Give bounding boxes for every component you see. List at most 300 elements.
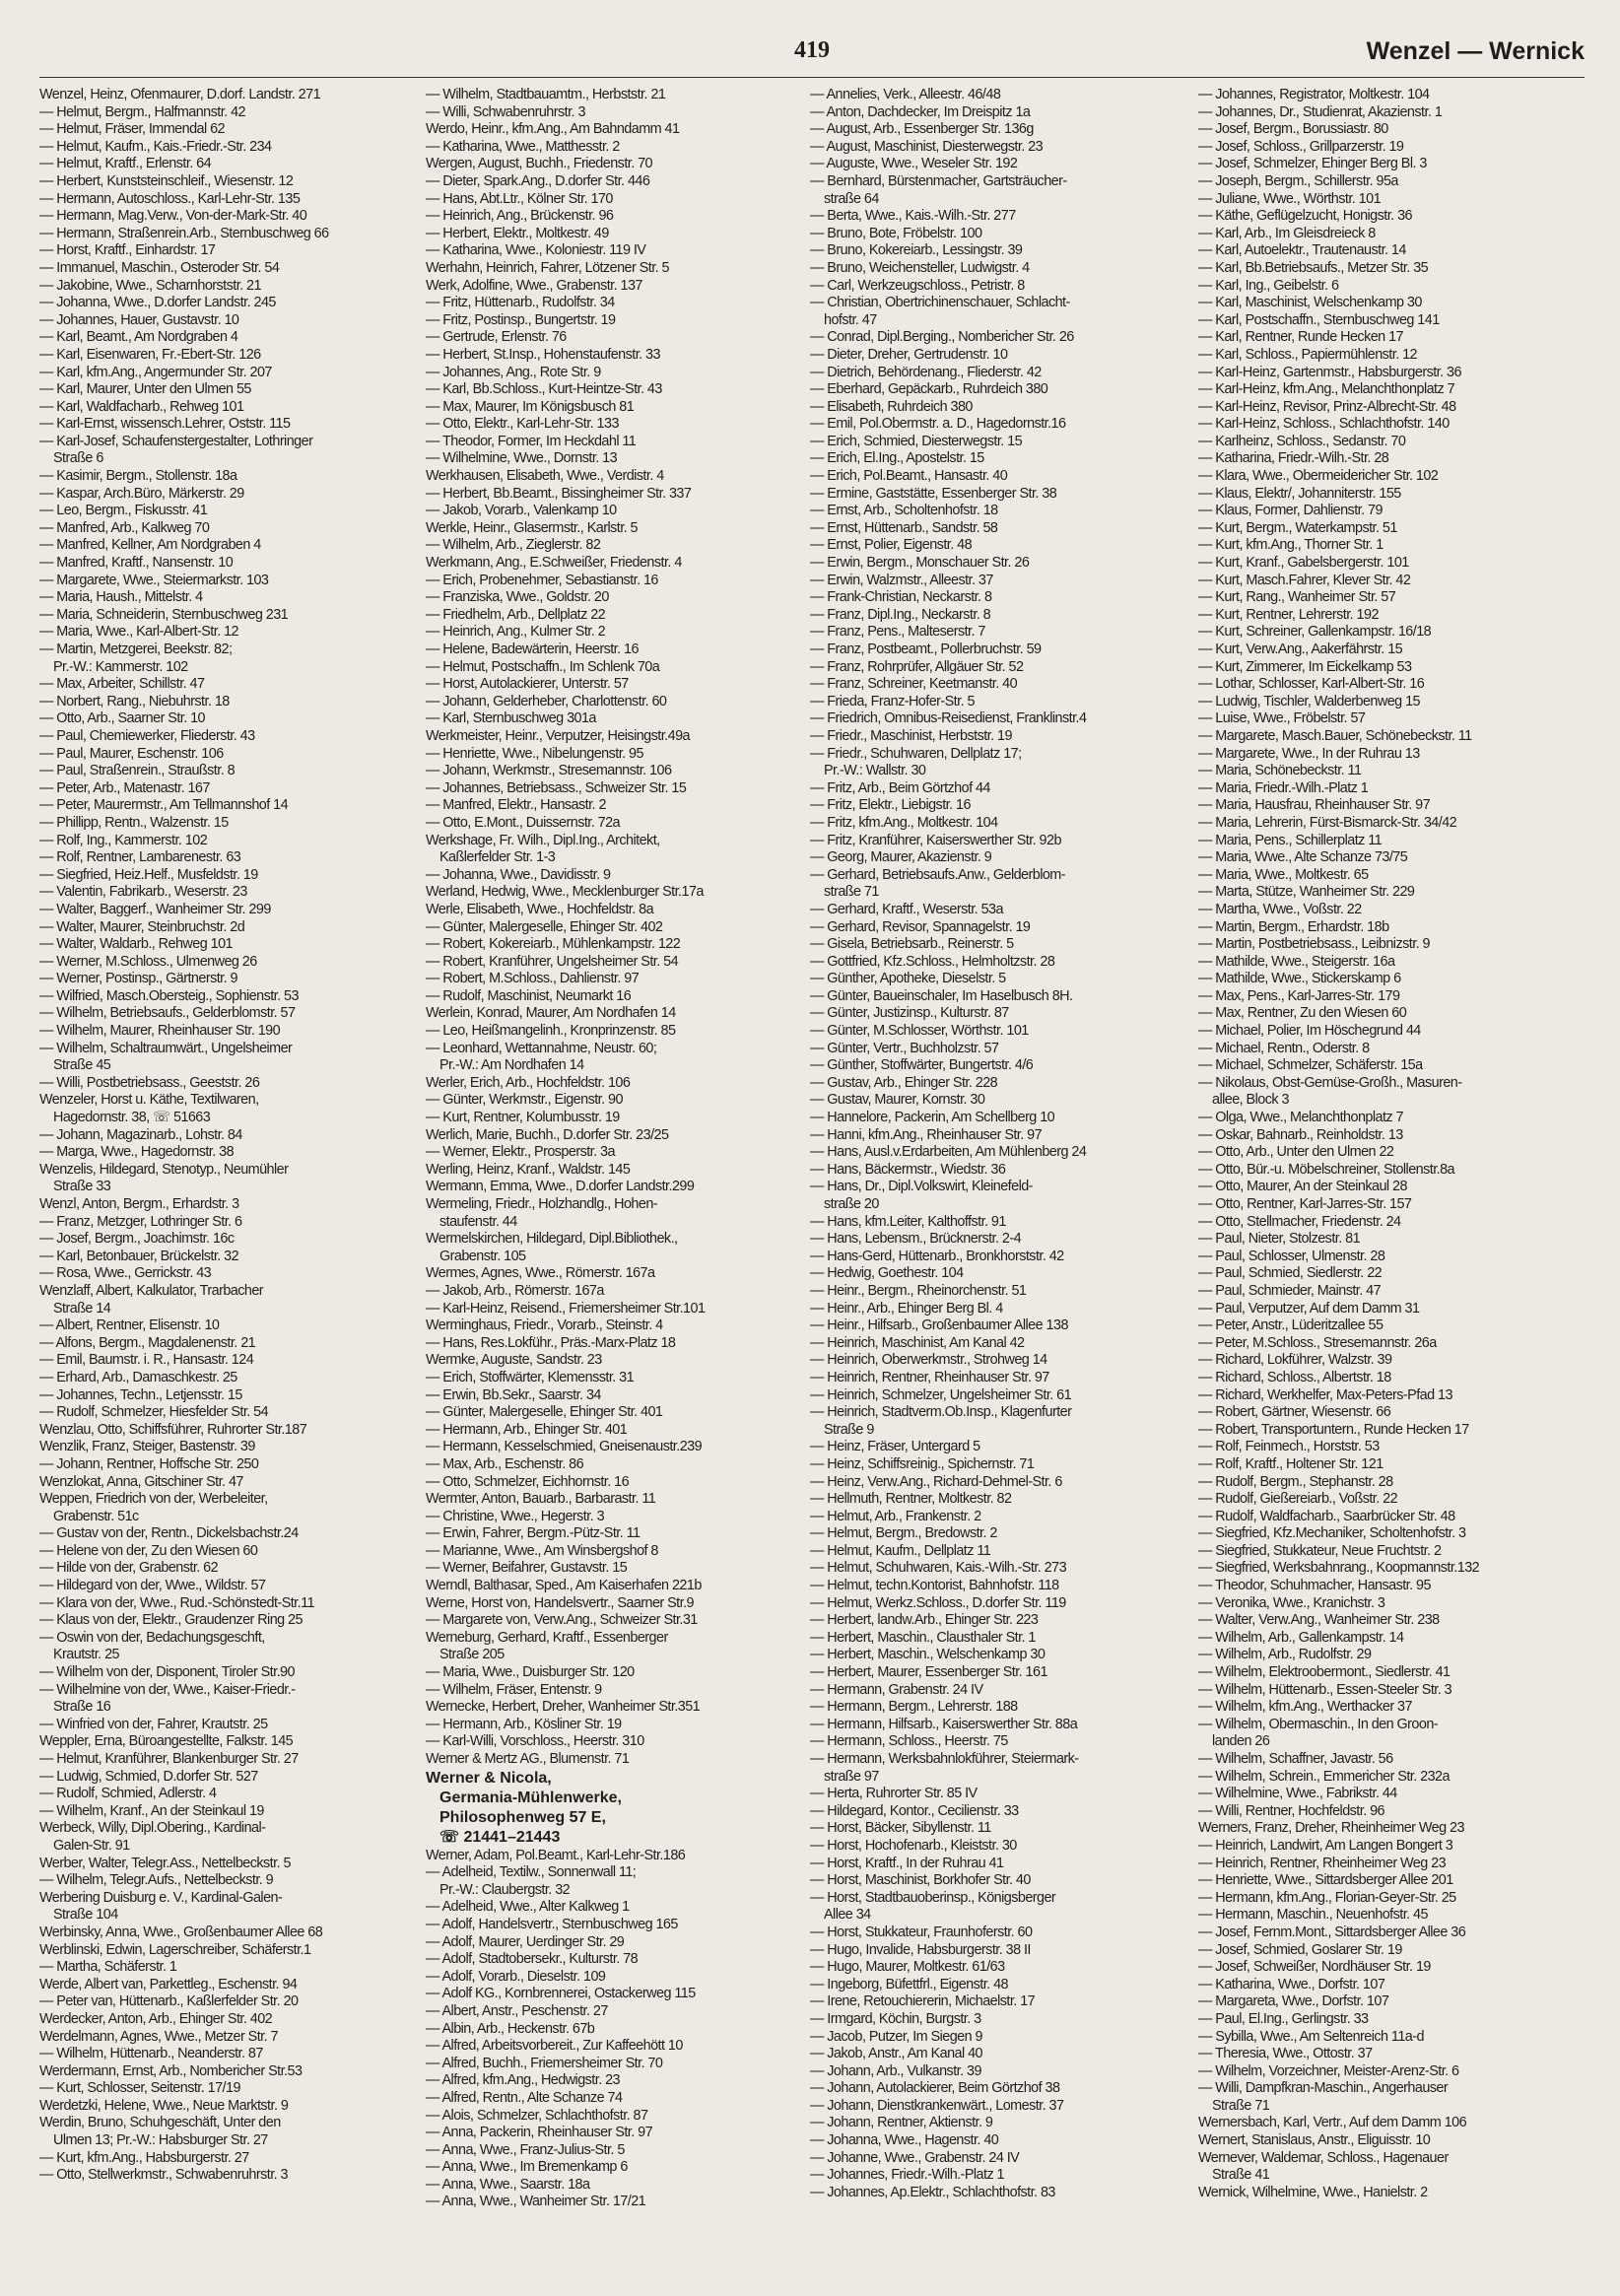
directory-entry: — Karl, Waldfacharb., Rehweg 101 <box>39 398 244 415</box>
directory-entry: — Sybilla, Wwe., Am Seltenreich 11a-d <box>1198 2028 1424 2045</box>
directory-entry: — Herbert, Elektr., Moltkestr. 49 <box>426 225 609 241</box>
directory-entry: — Käthe, Geflügelzucht, Honigstr. 36 <box>1198 208 1412 225</box>
directory-entry: — Bruno, Weichensteller, Ludwigstr. 4 <box>810 259 1030 276</box>
directory-entry: — Max, Arbeiter, Schillstr. 47 <box>39 676 205 693</box>
directory-entry: — Kasimir, Bergm., Stollenstr. 18a <box>39 468 237 485</box>
directory-entry: — Helmut, Postschaffn., Im Schlenk 70a <box>426 658 660 675</box>
directory-entry: — Werner, Postinsp., Gärtnerstr. 9 <box>39 971 237 987</box>
directory-entry: — Heinz, Schiffsreinig., Spichernstr. 71 <box>810 1455 1035 1472</box>
directory-entry: Werbering Duisburg e. V., Kardinal-Galen- <box>39 1889 283 1906</box>
column-4 <box>1198 87 1585 2286</box>
directory-entry: — Johann, Autolackierer, Beim Görtzhof 38 <box>810 2080 1060 2097</box>
directory-entry: — Wilhelm, Stadtbauamtm., Herbststr. 21 <box>426 87 666 102</box>
directory-entry: — Hermann, Autoschloss., Karl-Lehr-Str. 135 <box>39 190 301 207</box>
directory-entry: — Rolf, Ing., Kammerstr. 102 <box>39 832 208 848</box>
directory-entry: — Siegfried, Heiz.Helf., Musfeldstr. 19 <box>39 866 258 883</box>
directory-entry: — Gerhard, Betriebsaufs.Anw., Gelderblom- <box>810 866 1065 883</box>
directory-entry: Wernever, Waldemar, Schloss., Hagenauer <box>1198 2149 1449 2166</box>
directory-entry: — Hermann, Werksbahnlokführer, Steiermark- <box>810 1751 1079 1767</box>
directory-entry: Hagedornstr. 38, ☏ 51663 <box>53 1110 211 1126</box>
directory-entry: — Hans, Res.Lokführ., Präs.-Marx-Platz 18 <box>426 1334 676 1351</box>
directory-entry: — Hannelore, Packerin, Am Schellberg 10 <box>810 1110 1055 1126</box>
directory-entry: — Leo, Bergm., Fiskusstr. 41 <box>39 503 208 519</box>
directory-entry: Pr.-W.: Claubergstr. 32 <box>439 1881 571 1898</box>
directory-entry: — Heinrich, Maschinist, Am Kanal 42 <box>810 1334 1025 1351</box>
directory-entry: — Heinz, Fräser, Untergard 5 <box>810 1439 980 1455</box>
directory-entry: — Josef, Fernm.Mont., Sittardsberger Allee 36 <box>1198 1924 1466 1940</box>
directory-entry: — Karl-Willi, Vorschloss., Heerstr. 310 <box>426 1733 644 1750</box>
directory-entry: — Johann, Dienstkrankenwärt., Lomestr. 37 <box>810 2097 1064 2114</box>
directory-entry: Wermke, Auguste, Sandstr. 23 <box>426 1352 602 1369</box>
directory-entry: Werbinsky, Anna, Wwe., Großenbaumer Allee 68 <box>39 1924 323 1940</box>
directory-entry: — Karl, Postschaffn., Sternbuschweg 141 <box>1198 311 1440 328</box>
directory-entry: — Fritz, Kranführer, Kaiserswerther Str. 92b <box>810 832 1061 848</box>
directory-entry: — Günter, Werkmstr., Eigenstr. 90 <box>426 1092 623 1109</box>
directory-entry: — Hildegard von der, Wwe., Wildstr. 57 <box>39 1578 266 1594</box>
directory-entry: — Otto, Arb., Saarner Str. 10 <box>39 710 206 727</box>
directory-entry: — Friedr., Schuhwaren, Dellplatz 17; <box>810 745 1022 762</box>
directory-entry: — Josef, Schloss., Grillparzerstr. 19 <box>1198 138 1404 155</box>
directory-entry: — Manfred, Elektr., Hansastr. 2 <box>426 797 606 814</box>
directory-entry: Werkshage, Fr. Wilh., Dipl.Ing., Architekt, <box>426 832 660 848</box>
directory-entry: — Herbert, Maurer, Essenberger Str. 161 <box>810 1664 1047 1681</box>
directory-entry: — Hans, kfm.Leiter, Kalthoffstr. 91 <box>810 1213 1006 1230</box>
directory-entry: — Gottfried, Kfz.Schloss., Helmholtzstr. 28 <box>810 953 1055 970</box>
directory-entry: — Karl, Rentner, Runde Hecken 17 <box>1198 329 1403 346</box>
directory-entry: — Josef, Schmied, Goslarer Str. 19 <box>1198 1941 1402 1958</box>
directory-entry: Wermann, Emma, Wwe., D.dorfer Landstr.299 <box>426 1179 695 1195</box>
directory-entry: — Otto, Stellwerkmstr., Schwabenruhrstr. 3 <box>39 2167 289 2184</box>
directory-entry: — Helene von der, Zu den Wiesen 60 <box>39 1542 258 1559</box>
directory-entry: Straße 14 <box>53 1300 111 1317</box>
directory-entry: — Wilhelm, Arb., Zieglerstr. 82 <box>426 537 601 554</box>
directory-entry: — Emil, Baumstr. i. R., Hansastr. 124 <box>39 1352 254 1369</box>
directory-entry: Werk, Adolfine, Wwe., Grabenstr. 137 <box>426 277 642 294</box>
directory-entry: — Wilhelm, Schaffner, Javastr. 56 <box>1198 1751 1393 1767</box>
directory-entry: Straße 45 <box>53 1057 111 1074</box>
directory-entry: — Kurt, Rentner, Kolumbusstr. 19 <box>426 1110 620 1126</box>
directory-entry: — Marta, Stütze, Wanheimer Str. 229 <box>1198 884 1415 901</box>
directory-entry: — Hedwig, Goethestr. 104 <box>810 1265 964 1282</box>
directory-entry: — Dietrich, Behördenang., Fliederstr. 42 <box>810 364 1042 380</box>
directory-entry: — Otto, Elektr., Karl-Lehr-Str. 133 <box>426 416 619 433</box>
directory-entry: — Robert, M.Schloss., Dahlienstr. 97 <box>426 971 640 987</box>
directory-entry: — Wilhelm, Arb., Rudolfstr. 29 <box>1198 1647 1372 1663</box>
directory-entry: — Franz, Pens., Malteserstr. 7 <box>810 624 985 641</box>
directory-entry: Galen-Str. 91 <box>53 1837 130 1854</box>
directory-entry: — Friedhelm, Arb., Dellplatz 22 <box>426 606 606 623</box>
directory-entry: — Hermann, Straßenrein.Arb., Sternbuschweg 66 <box>39 225 329 241</box>
directory-entry: — Max, Rentner, Zu den Wiesen 60 <box>1198 1005 1407 1022</box>
directory-entry: — Karl, Bb.Betriebsaufs., Metzer Str. 35 <box>1198 259 1429 276</box>
directory-entry: Werndl, Balthasar, Sped., Am Kaiserhafen 221b <box>426 1578 702 1594</box>
directory-entry: — Alfons, Bergm., Magdalenenstr. 21 <box>39 1334 256 1351</box>
directory-entry: — Nikolaus, Obst-Gemüse-Großh., Masuren- <box>1198 1074 1462 1091</box>
directory-entry: — Johanna, Wwe., Hagenstr. 40 <box>810 2132 999 2149</box>
directory-entry: — Rudolf, Gießereiarb., Voßstr. 22 <box>1198 1491 1398 1508</box>
directory-entry: — Günter, Malergeselle, Ehinger Str. 402 <box>426 918 663 935</box>
directory-entry: — Johannes, Friedr.-Wilh.-Platz 1 <box>810 2167 1004 2184</box>
directory-entry: — Günter, Vertr., Buchholzstr. 57 <box>810 1040 999 1056</box>
directory-entry: — Kurt, Rang., Wanheimer Str. 57 <box>1198 589 1396 606</box>
directory-entry: — Immanuel, Maschin., Osteroder Str. 54 <box>39 259 280 276</box>
directory-entry: straße 64 <box>824 190 879 207</box>
directory-entry: — Kaspar, Arch.Büro, Märkerstr. 29 <box>39 485 244 502</box>
directory-entry: Pr.-W.: Am Nordhafen 14 <box>439 1057 584 1074</box>
directory-entry: — Klaus von der, Elektr., Graudenzer Ring 25 <box>39 1612 303 1629</box>
directory-entry: Wermter, Anton, Bauarb., Barbarastr. 11 <box>426 1491 656 1508</box>
directory-entry: — Hans-Gerd, Hüttenarb., Bronkhorststr. 42 <box>810 1248 1064 1264</box>
directory-entry: — Johanna, Wwe., Davidisstr. 9 <box>426 866 611 883</box>
directory-entry: — Erwin, Bergm., Monschauer Str. 26 <box>810 555 1030 572</box>
directory-entry: — Jakob, Vorarb., Valenkamp 10 <box>426 503 617 519</box>
directory-entry: — Kurt, Zimmerer, Im Eickelkamp 53 <box>1198 658 1412 675</box>
directory-entry: — Lothar, Schlosser, Karl-Albert-Str. 16 <box>1198 676 1425 693</box>
directory-entry: — Johann, Arb., Vulkanstr. 39 <box>810 2062 981 2079</box>
directory-entry: straße 20 <box>824 1196 879 1212</box>
directory-entry: — Anna, Packerin, Rheinhauser Str. 97 <box>426 2125 653 2141</box>
directory-entry: allee, Block 3 <box>1212 1092 1289 1109</box>
directory-entry: — Adelheid, Textilw., Sonnenwall 11; <box>426 1864 637 1881</box>
directory-entry: — Fritz, Arb., Beim Görtzhof 44 <box>810 779 990 796</box>
directory-entry: — Werner, M.Schloss., Ulmenweg 26 <box>39 953 257 970</box>
directory-entry: — Helmut, Bergm., Bredowstr. 2 <box>810 1525 997 1542</box>
directory-entry: — Manfred, Arb., Kalkweg 70 <box>39 519 210 536</box>
directory-entry: — Erhard, Arb., Damaschkestr. 25 <box>39 1369 237 1385</box>
directory-entry: — Auguste, Wwe., Weseler Str. 192 <box>810 156 1018 172</box>
directory-entry: — Johanne, Wwe., Grabenstr. 24 IV <box>810 2149 1020 2166</box>
directory-entry: — Hanni, kfm.Ang., Rheinhauser Str. 97 <box>810 1126 1043 1143</box>
directory-entry: — Berta, Wwe., Kais.-Wilh.-Str. 277 <box>810 208 1016 225</box>
directory-entry: — Max, Arb., Eschenstr. 86 <box>426 1455 584 1472</box>
directory-entry: Werler, Erich, Arb., Hochfeldstr. 106 <box>426 1074 631 1091</box>
directory-entry: — Jakob, Arb., Römerstr. 167a <box>426 1282 604 1299</box>
directory-entry: — Gertrude, Erlenstr. 76 <box>426 329 567 346</box>
directory-entry: — Marga, Wwe., Hagedornstr. 38 <box>39 1144 235 1161</box>
directory-entry: — Adelheid, Wwe., Alter Kalkweg 1 <box>426 1899 630 1916</box>
directory-entry: Werdetzki, Helene, Wwe., Neue Marktstr. 9 <box>39 2097 289 2114</box>
directory-entry: — Otto, E.Mont., Duissernstr. 72a <box>426 814 620 831</box>
directory-entry: — Maria, Wwe., Karl-Albert-Str. 12 <box>39 624 239 641</box>
directory-entry: Wermes, Agnes, Wwe., Römerstr. 167a <box>426 1265 655 1282</box>
directory-entry: — Ernst, Hüttenarb., Sandstr. 58 <box>810 519 998 536</box>
directory-entry: — Hans, Dr., Dipl.Volkswirt, Kleinefeld- <box>810 1179 1033 1195</box>
directory-entry: — Christine, Wwe., Hegerstr. 3 <box>426 1508 605 1524</box>
directory-entry: Wenzeler, Horst u. Käthe, Textilwaren, <box>39 1092 259 1109</box>
directory-entry: — Paul, El.Ing., Gerlingstr. 33 <box>1198 2010 1369 2027</box>
directory-entry: — Otto, Arb., Unter den Ulmen 22 <box>1198 1144 1394 1161</box>
directory-entry: — Karl-Josef, Schaufenstergestalter, Lothringer <box>39 433 313 449</box>
directory-entry: — Rudolf, Waldfacharb., Saarbrücker Str. 48 <box>1198 1508 1455 1524</box>
directory-entry: Wermelskirchen, Hildegard, Dipl.Bibliothek., <box>426 1231 678 1248</box>
directory-entry: — Dieter, Spark.Ang., D.dorfer Str. 446 <box>426 172 650 189</box>
directory-entry: Werlich, Marie, Buchh., D.dorfer Str. 23/25 <box>426 1126 669 1143</box>
directory-entry: — Hermann, Arb., Ehinger Str. 401 <box>426 1421 628 1438</box>
directory-entry: — Karl, Arb., Im Gleisdreieck 8 <box>1198 225 1376 241</box>
directory-entry: — Theresia, Wwe., Ottostr. 37 <box>1198 2046 1373 2062</box>
directory-entry: — Kurt, kfm.Ang., Habsburgerstr. 27 <box>39 2149 249 2166</box>
directory-entry: — Rudolf, Schmelzer, Hiesfelder Str. 54 <box>39 1404 269 1421</box>
directory-entry: Wernecke, Herbert, Dreher, Wanheimer Str.351 <box>426 1699 701 1716</box>
directory-entry: — Hermann, Kesselschmied, Gneisenaustr.239 <box>426 1439 703 1455</box>
directory-entry: — Josef, Schweißer, Nordhäuser Str. 19 <box>1198 1959 1431 1976</box>
directory-entry: — Norbert, Rang., Niebuhrstr. 18 <box>39 693 230 709</box>
directory-entry: — Wilhelm, Fräser, Entenstr. 9 <box>426 1681 602 1698</box>
directory-entry: — Hermann, Maschin., Neuenhofstr. 45 <box>1198 1907 1428 1924</box>
directory-entry: — Wilfried, Masch.Obersteig., Sophienstr. 53 <box>39 987 299 1004</box>
directory-entry: — Klaus, Former, Dahlienstr. 79 <box>1198 503 1383 519</box>
directory-entry: — Helmut, Fräser, Immendal 62 <box>39 121 225 138</box>
directory-entry: — Horst, Autolackierer, Unterstr. 57 <box>426 676 629 693</box>
directory-entry: — Horst, Bäcker, Sibyllenstr. 11 <box>810 1820 991 1837</box>
directory-entry: Wergen, August, Buchh., Friedenstr. 70 <box>426 156 653 172</box>
directory-entry: Werlein, Konrad, Maurer, Am Nordhafen 14 <box>426 1005 676 1022</box>
directory-entry: — Johann, Magazinarb., Lohstr. 84 <box>39 1126 242 1143</box>
directory-entry: — Wilhelm von der, Disponent, Tiroler Str.90 <box>39 1664 295 1681</box>
directory-entry: Werminghaus, Friedr., Vorarb., Steinstr. 4 <box>426 1317 663 1334</box>
directory-entry: Werneburg, Gerhard, Kraftf., Essenberger <box>426 1629 668 1646</box>
directory-entry: — Werner, Elektr., Prosperstr. 3a <box>426 1144 615 1161</box>
directory-entry: Straße 104 <box>53 1907 118 1924</box>
directory-entry: — Paul, Chemiewerker, Fliederstr. 43 <box>39 727 255 744</box>
directory-entry: — Johann, Werkmstr., Stresemannstr. 106 <box>426 763 672 779</box>
directory-entry: — Franz, Dipl.Ing., Neckarstr. 8 <box>810 606 991 623</box>
directory-entry: Straße 71 <box>1212 2097 1270 2114</box>
page-header <box>39 37 1585 78</box>
directory-entry: Straße 16 <box>53 1699 111 1716</box>
directory-entry: straße 71 <box>824 884 879 901</box>
directory-entry: — Adolf, Handelsvertr., Sternbuschweg 165 <box>426 1916 678 1932</box>
directory-entry: — Frank-Christian, Neckarstr. 8 <box>810 589 992 606</box>
directory-entry: — Hans, Bäckermstr., Wiedstr. 36 <box>810 1161 1006 1178</box>
directory-entry: — Ernst, Polier, Eigenstr. 48 <box>810 537 973 554</box>
directory-entry: — Paul, Straßenrein., Straußstr. 8 <box>39 763 236 779</box>
directory-entry: Wenzl, Anton, Bergm., Erhardstr. 3 <box>39 1196 239 1212</box>
directory-entry: Weppler, Erna, Büroangestellte, Falkstr. 145 <box>39 1733 294 1750</box>
directory-entry: — Hermann, Arb., Kösliner Str. 19 <box>426 1716 622 1732</box>
directory-entry: — Karl-Heinz, kfm.Ang., Melanchthonplatz 7 <box>1198 381 1455 398</box>
directory-entry: — Albin, Arb., Heckenstr. 67b <box>426 2020 595 2037</box>
directory-entry: — Richard, Schloss., Albertstr. 18 <box>1198 1369 1391 1385</box>
directory-entry: Werdo, Heinr., kfm.Ang., Am Bahndamm 41 <box>426 121 680 138</box>
directory-entry: — Horst, Stukkateur, Fraunhoferstr. 60 <box>810 1924 1033 1940</box>
directory-entry: — Wilhelm, Telegr.Aufs., Nettelbeckstr. 9 <box>39 1872 274 1889</box>
directory-entry: Werners, Franz, Dreher, Rheinheimer Weg 23 <box>1198 1820 1464 1837</box>
directory-entry: Werkmann, Ang., E.Schweißer, Friedenstr. 4 <box>426 555 682 572</box>
directory-entry: — Oskar, Bahnarb., Reinholdstr. 13 <box>1198 1126 1403 1143</box>
directory-entry: — Anna, Wwe., Im Bremenkamp 6 <box>426 2159 628 2176</box>
directory-entry: — Eberhard, Gepäckarb., Ruhrdeich 380 <box>810 381 1048 398</box>
directory-entry: — Theodor, Schuhmacher, Hansastr. 95 <box>1198 1578 1431 1594</box>
directory-entry: — Erich, El.Ing., Apostelstr. 15 <box>810 450 984 467</box>
directory-entry: — Heinr., Arb., Ehinger Berg Bl. 4 <box>810 1300 1003 1317</box>
directory-entry: — Frieda, Franz-Hofer-Str. 5 <box>810 693 975 709</box>
directory-entry: — Helmut, Schuhwaren, Kais.-Wilh.-Str. 273 <box>810 1560 1067 1577</box>
directory-entry: — Heinr., Hilfsarb., Großenbaumer Allee 138 <box>810 1317 1068 1334</box>
directory-entry: Wernick, Wilhelmine, Wwe., Hanielstr. 2 <box>1198 2184 1428 2200</box>
directory-entry: — Paul, Maurer, Eschenstr. 106 <box>39 745 224 762</box>
directory-entry: — August, Arb., Essenberger Str. 136g <box>810 121 1034 138</box>
directory-entry: Wenzlik, Franz, Steiger, Bastenstr. 39 <box>39 1439 255 1455</box>
directory-entry: — Valentin, Fabrikarb., Weserstr. 23 <box>39 884 247 901</box>
directory-entry: — Johannes, Dr., Studienrat, Akazienstr. 1 <box>1198 103 1443 120</box>
directory-entry: Werner & Mertz AG., Blumenstr. 71 <box>426 1751 630 1767</box>
column-3 <box>810 87 1196 2286</box>
directory-entry: — Alfred, Arbeitsvorbereit., Zur Kaffeehött 10 <box>426 2038 683 2055</box>
directory-entry: — Alfred, Buchh., Friemersheimer Str. 70 <box>426 2055 663 2071</box>
directory-entry: — Peter, Anstr., Lüderitzallee 55 <box>1198 1317 1384 1334</box>
directory-entry: — Franz, Postbeamt., Pollerbruchstr. 59 <box>810 642 1042 657</box>
directory-entry: — Klaus, Elektr/, Johanniterstr. 155 <box>1198 485 1401 502</box>
directory-entry: — Rudolf, Schmied, Adlerstr. 4 <box>39 1786 217 1802</box>
directory-entry: — Peter van, Hüttenarb., Kaßlerfelder Str. 20 <box>39 1993 299 2010</box>
directory-entry: — Leo, Heißmangelinh., Kronprinzenstr. 85 <box>426 1023 676 1040</box>
directory-entry: Werle, Elisabeth, Wwe., Hochfeldstr. 8a <box>426 901 654 917</box>
directory-entry: — Wilhelm, Betriebsaufs., Gelderblomstr. 57 <box>39 1005 296 1022</box>
directory-entry: — Karl-Heinz, Revisor, Prinz-Albrecht-Str. 48 <box>1198 398 1456 415</box>
directory-entry: — Maria, Lehrerin, Fürst-Bismarck-Str. 34/42 <box>1198 814 1457 831</box>
directory-entry: — Peter, M.Schloss., Stresemannstr. 26a <box>1198 1334 1437 1351</box>
directory-entry: — Anna, Wwe., Saarstr. 18a <box>426 2176 590 2193</box>
directory-entry: — Klara von der, Wwe., Rud.-Schönstedt-Str.11 <box>39 1594 314 1611</box>
directory-entry: — Karl-Ernst, wissensch.Lehrer, Oststr. 115 <box>39 416 291 433</box>
directory-entry: Wenzlokat, Anna, Gitschiner Str. 47 <box>39 1473 243 1490</box>
directory-entry: — Karl, Maurer, Unter den Ulmen 55 <box>39 381 251 398</box>
directory-entry: — Rudolf, Maschinist, Neumarkt 16 <box>426 987 632 1004</box>
directory-entry: — Heinz, Verw.Ang., Richard-Dehmel-Str. 6 <box>810 1473 1062 1490</box>
directory-entry: — Conrad, Dipl.Berging., Nombericher Str. 26 <box>810 329 1074 346</box>
directory-entry: — Dieter, Dreher, Gertrudenstr. 10 <box>810 346 1008 363</box>
directory-entry: — Hermann, Mag.Verw., Von-der-Mark-Str. 40 <box>39 208 307 225</box>
directory-entry: — Michael, Polier, Im Höschegrund 44 <box>1198 1023 1421 1040</box>
directory-entry: Allee 34 <box>824 1907 871 1924</box>
directory-entry: — Karl-Heinz, Gartenmstr., Habsburgerstr. 36 <box>1198 364 1461 380</box>
directory-entry: — Hermann, Schloss., Heerstr. 75 <box>810 1733 1008 1750</box>
directory-entry: Werling, Heinz, Kranf., Waldstr. 145 <box>426 1161 631 1178</box>
directory-entry: — Manfred, Kellner, Am Nordgraben 4 <box>39 537 261 554</box>
directory-entry: Werblinski, Edwin, Lagerschreiber, Schäferstr.1 <box>39 1941 311 1958</box>
directory-entry: — Karl, Eisenwaren, Fr.-Ebert-Str. 126 <box>39 346 261 363</box>
directory-entry: — Maria, Pens., Schillerplatz 11 <box>1198 832 1383 848</box>
directory-entry: — Peter, Maurermstr., Am Tellmannshof 14 <box>39 797 289 814</box>
directory-entry: — Juliane, Wwe., Wörthstr. 101 <box>1198 190 1382 207</box>
directory-entry: — Wilhelm, Arb., Gallenkampstr. 14 <box>1198 1629 1404 1646</box>
directory-entry: — Herbert, Maschin., Welschenkamp 30 <box>810 1647 1046 1663</box>
directory-entry: — Herbert, Kunststeinschleif., Wiesenstr. 12 <box>39 172 294 189</box>
directory-entry: — Ludwig, Schmied, D.dorfer Str. 527 <box>39 1768 258 1785</box>
directory-entry: — Ludwig, Tischler, Walderbenweg 15 <box>1198 693 1420 709</box>
directory-entry: Weppen, Friedrich von der, Werbeleiter, <box>39 1491 268 1508</box>
directory-entry: — Otto, Maurer, An der Steinkaul 28 <box>1198 1179 1407 1195</box>
directory-entry: — Katharina, Friedr.-Wilh.-Str. 28 <box>1198 450 1389 467</box>
directory-entry: — Herbert, Maschin., Clausthaler Str. 1 <box>810 1629 1036 1646</box>
directory-entry: — Siegfried, Stukkateur, Neue Fruchtstr. 2 <box>1198 1542 1442 1559</box>
directory-entry: — Annelies, Verk., Alleestr. 46/48 <box>810 87 1001 102</box>
directory-entry: — Kurt, Kranf., Gabelsbergerstr. 101 <box>1198 555 1409 572</box>
directory-entry: — Jacob, Putzer, Im Siegen 9 <box>810 2028 982 2045</box>
directory-entry: Werdecker, Anton, Arb., Ehinger Str. 402 <box>39 2010 273 2027</box>
directory-entry: — Rolf, Feinmech., Horststr. 53 <box>1198 1439 1380 1455</box>
directory-entry: — Irene, Retouchiererin, Michaelstr. 17 <box>810 1993 1036 2010</box>
directory-entry: — Henriette, Wwe., Nibelungenstr. 95 <box>426 745 643 762</box>
directory-entry: — Phillipp, Rentn., Walzenstr. 15 <box>39 814 229 831</box>
directory-entry: — Kurt, Verw.Ang., Aakerfährstr. 15 <box>1198 642 1403 657</box>
directory-entry: — Richard, Werkhelfer, Max-Peters-Pfad 13 <box>1198 1386 1452 1403</box>
directory-entry: — Hans, Lebensm., Brücknerstr. 2-4 <box>810 1231 1022 1248</box>
directory-entry: straße 97 <box>824 1768 879 1785</box>
directory-entry: — Wilhelm, Hüttenarb., Neanderstr. 87 <box>39 2046 263 2062</box>
directory-entry: — Jakobine, Wwe., Scharnhorststr. 21 <box>39 277 261 294</box>
directory-entry: — Horst, Kraftf., In der Ruhrau 41 <box>810 1855 1004 1871</box>
directory-entry: Pr.-W.: Wallstr. 30 <box>824 763 926 779</box>
directory-entry: — Walter, Baggerf., Wanheimer Str. 299 <box>39 901 271 917</box>
column-2 <box>426 87 812 2286</box>
directory-entry: Werkhausen, Elisabeth, Wwe., Verdistr. 4 <box>426 468 664 485</box>
directory-entry: — Albert, Rentner, Elisenstr. 10 <box>39 1317 220 1334</box>
directory-entry: — Erich, Schmied, Diesterwegstr. 15 <box>810 433 1023 449</box>
name-range-heading: Wenzel — Wernick <box>1366 37 1585 65</box>
directory-entry: — Erwin, Fahrer, Bergm.-Pütz-Str. 11 <box>426 1525 641 1542</box>
directory-entry: Grabenstr. 51c <box>53 1508 139 1524</box>
directory-entry: — Martha, Wwe., Voßstr. 22 <box>1198 901 1362 917</box>
directory-entry: Wernersbach, Karl, Vertr., Auf dem Damm 106 <box>1198 2115 1467 2131</box>
directory-entry: — Helmut, Werkz.Schloss., D.dorfer Str. 119 <box>810 1594 1066 1611</box>
directory-entry: — Paul, Nieter, Stolzestr. 81 <box>1198 1231 1361 1248</box>
directory-entry: — Willi, Postbetriebsass., Geeststr. 26 <box>39 1074 260 1091</box>
directory-entry: staufenstr. 44 <box>439 1213 517 1230</box>
directory-entry: — Karl, Sternbuschweg 301a <box>426 710 596 727</box>
directory-entry: — Werner, Beifahrer, Gustavstr. 15 <box>426 1560 628 1577</box>
directory-entry: — Herbert, Bb.Beamt., Bissingheimer Str. 337 <box>426 485 692 502</box>
directory-entry: Wenzel, Heinz, Ofenmaurer, D.dorf. Landstr. 271 <box>39 87 321 102</box>
directory-entry: Werbeck, Willy, Dipl.Obering., Kardinal- <box>39 1820 266 1837</box>
directory-entry: — Helmut, Kranführer, Blankenburger Str. 27 <box>39 1751 299 1767</box>
directory-entry: — Ernst, Arb., Scholtenhofstr. 18 <box>810 503 998 519</box>
directory-entry: — Wilhelm, Kranf., An der Steinkaul 19 <box>39 1802 264 1819</box>
directory-entry: — Kurt, Bergm., Waterkampstr. 51 <box>1198 519 1397 536</box>
directory-entry: — Josef, Bergm., Borussiastr. 80 <box>1198 121 1388 138</box>
directory-entry: — Marianne, Wwe., Am Winsbergshof 8 <box>426 1542 658 1559</box>
column-1 <box>39 87 426 2286</box>
directory-entry: — Friedrich, Omnibus-Reisedienst, Franklinstr.4 <box>810 710 1087 727</box>
directory-entry: — Anton, Dachdecker, Im Dreispitz 1a <box>810 103 1031 120</box>
directory-entry: Wermeling, Friedr., Holzhandlg., Hohen- <box>426 1196 658 1212</box>
directory-entry: — Maria, Haush., Mittelstr. 4 <box>39 589 203 606</box>
directory-entry: — Walter, Waldarb., Rehweg 101 <box>39 936 233 953</box>
directory-entry: — Paul, Verputzer, Auf dem Damm 31 <box>1198 1300 1420 1317</box>
directory-entry: Werner, Adam, Pol.Beamt., Karl-Lehr-Str.186 <box>426 1847 686 1863</box>
directory-entry: Werland, Hedwig, Wwe., Mecklenburger Str.17a <box>426 884 704 901</box>
directory-entry: — Herbert, St.Insp., Hohenstaufenstr. 33 <box>426 346 660 363</box>
directory-entry: — Josef, Bergm., Joachimstr. 16c <box>39 1231 235 1248</box>
directory-entry: Straße 9 <box>824 1421 874 1438</box>
advert-line: Werner & Nicola, <box>426 1769 552 1787</box>
directory-entry: — Richard, Lokführer, Walzstr. 39 <box>1198 1352 1392 1369</box>
directory-entry: — Rolf, Rentner, Lambarenestr. 63 <box>39 849 241 866</box>
directory-entry: — Otto, Schmelzer, Eichhornstr. 16 <box>426 1473 630 1490</box>
directory-entry: — Gustav, Maurer, Kornstr. 30 <box>810 1092 985 1109</box>
directory-entry: — Paul, Schmied, Siedlerstr. 22 <box>1198 1265 1383 1282</box>
directory-entry: — Helmut, Kaufm., Kais.-Friedr.-Str. 234 <box>39 138 272 155</box>
directory-entry: — Katharina, Wwe., Dorfstr. 107 <box>1198 1976 1385 1992</box>
directory-entry: — Walter, Verw.Ang., Wanheimer Str. 238 <box>1198 1612 1440 1629</box>
directory-entry: — Heinrich, Ang., Brückenstr. 96 <box>426 208 614 225</box>
directory-entry: — Robert, Kranführer, Ungelsheimer Str. 54 <box>426 953 679 970</box>
directory-entry: — Luise, Wwe., Fröbelstr. 57 <box>1198 710 1366 727</box>
directory-entry: — Heinrich, Rentner, Rheinheimer Weg 23 <box>1198 1855 1447 1871</box>
directory-entry: — Henriette, Wwe., Sittardsberger Allee 201 <box>1198 1872 1453 1889</box>
directory-entry: — Maria, Wwe., Alte Schanze 73/75 <box>1198 849 1408 866</box>
